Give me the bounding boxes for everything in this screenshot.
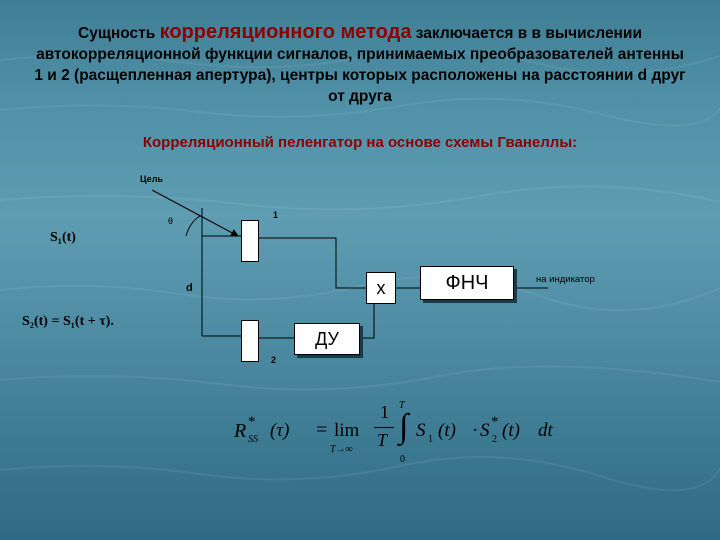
intro-text-2: заключается в в вычислении автокорреляционной функции сигналов, принимаемых преобразователей антенны 1 и 2 (расщепленная апертура), центры которых расположены на расстоянии d друг от друга (34, 25, 686, 105)
multiplier-label: х (376, 277, 386, 298)
correlation-formula (232, 396, 572, 466)
theta-arc (186, 216, 200, 236)
formula-lhs: R (234, 420, 247, 442)
formula-s2-arg: (t) (502, 420, 520, 441)
formula-s2: S (480, 420, 490, 441)
formula-tau: (τ) (270, 420, 290, 441)
intro-highlight: корреляционного метода (159, 21, 412, 43)
formula-s1-sub: 1 (428, 434, 433, 445)
delay-wire (360, 302, 374, 338)
antenna2-label: 2 (271, 355, 277, 365)
fraction-bar (374, 427, 394, 428)
delay-block (294, 323, 360, 355)
lpf-block (420, 266, 514, 300)
formula-eq: = (316, 419, 328, 441)
diagram-title: Корреляционный пеленгатор на основе схемы Гванеллы: (142, 134, 578, 151)
formula-lhs-sup: * (248, 414, 256, 430)
formula-lhs-sub: SS (248, 434, 258, 445)
antenna-2 (241, 320, 259, 362)
s1-label: S₁(t) (50, 230, 76, 245)
theta-label: θ (168, 216, 174, 226)
integral-top: T (399, 400, 405, 411)
formula-lim-sub: T→∞ (330, 444, 353, 455)
formula-s2-sub: 2 (492, 434, 497, 445)
multiplier-block (366, 272, 396, 304)
formula-dot: · (472, 420, 479, 441)
formula-s2-sup: * (491, 414, 499, 430)
output-label: на индикатор (536, 274, 595, 285)
channel1-wire (258, 238, 366, 288)
antenna-1 (241, 220, 259, 262)
delay-label: ДУ (315, 328, 339, 349)
intro-text-1: Сущность (78, 25, 160, 42)
s2-label: S₂(t) = S₁(t + τ). (22, 314, 114, 329)
formula-s1-arg: (t) (438, 420, 456, 441)
formula-lim: lim (334, 420, 360, 441)
lpf-label: ФНЧ (445, 271, 489, 294)
integral-sign: ∫ (399, 408, 409, 445)
distance-label: d (186, 282, 193, 294)
formula-den: T (377, 430, 388, 450)
formula-s1: S (416, 420, 426, 441)
target-label: Цель (140, 174, 163, 184)
formula-dt: dt (538, 420, 553, 441)
target-ray (152, 190, 238, 236)
integral-bottom: 0 (400, 454, 405, 465)
antenna1-label: 1 (273, 210, 279, 220)
formula-num: 1 (380, 402, 389, 422)
